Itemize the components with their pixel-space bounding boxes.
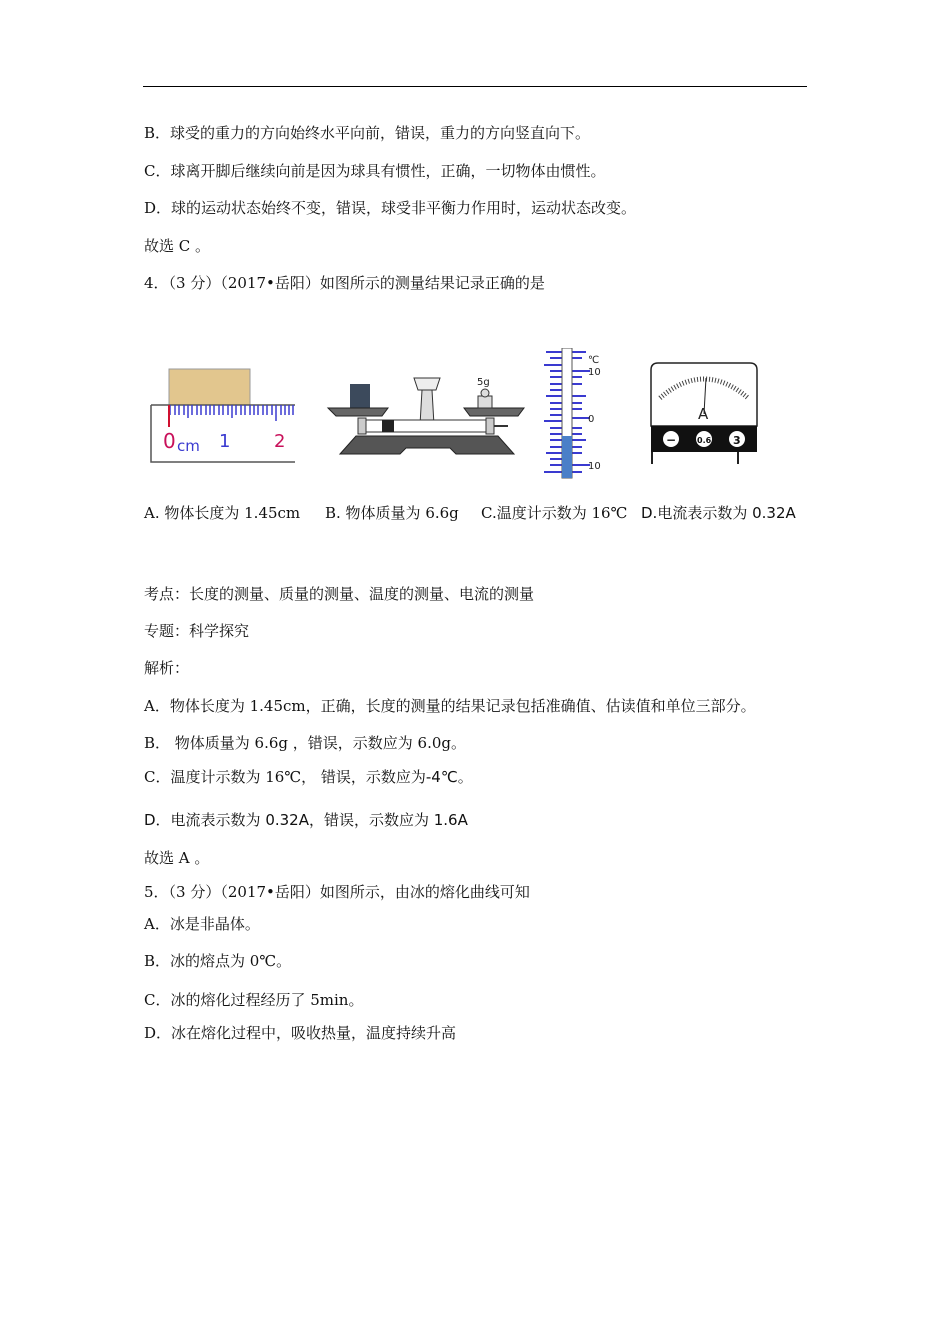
object-block <box>350 384 370 408</box>
q5-option-b: B．冰的熔点为 0℃。 <box>144 952 292 970</box>
terminal-minus: − <box>666 433 677 447</box>
ammeter-figure <box>646 360 762 466</box>
q4-option-d: D.电流表示数为 0.32A <box>641 504 796 522</box>
q4-answer: 故选 A 。 <box>144 849 210 867</box>
thermo-label-neg10: 10 <box>588 461 601 472</box>
q4-option-c: C.温度计示数为 16℃ <box>481 504 628 522</box>
jiexi-heading: 解析： <box>144 659 190 677</box>
ruler-ticks <box>170 405 293 421</box>
weight-label: 5g <box>477 377 490 388</box>
zhuanti: 专题：科学探究 <box>144 622 250 640</box>
terminal-3: 3 <box>733 434 741 447</box>
q5-option-a: A．冰是非晶体。 <box>144 915 260 933</box>
ruler-figure <box>148 365 298 465</box>
q4-option-a: A. 物体长度为 1.45cm <box>144 504 301 522</box>
q3-option-b: B．球受的重力的方向始终水平向前，错误，重力的方向竖直向下。 <box>144 124 591 142</box>
ruler-label-unit: cm <box>177 437 200 455</box>
rider <box>382 420 394 432</box>
thermometer-figure <box>540 348 610 480</box>
q3-option-c: C．球离开脚后继续向前是因为球具有惯性，正确，一切物体由惯性。 <box>144 162 606 180</box>
thermo-label-10: 10 <box>588 367 601 378</box>
weight-5g <box>478 396 492 408</box>
explain-b: B． 物体质量为 6.6g ，错误，示数应为 6.0g。 <box>144 734 467 752</box>
q4-stem: 4．（3 分）（2017•岳阳）如图所示的测量结果记录正确的是 <box>144 274 545 292</box>
q5-option-c: C．冰的熔化过程经历了 5min。 <box>144 991 364 1009</box>
q3-answer: 故选 C 。 <box>144 237 211 255</box>
explain-c-part1: C．温度计示数为 16℃， <box>144 768 317 786</box>
explain-d: D．电流表示数为 0.32A，错误，示数应为 1.6A <box>144 811 468 829</box>
explain-a: A．物体长度为 1.45cm，正确，长度的测量的结果记录包括准确值、估读值和单位三部分。 <box>144 697 756 715</box>
ruler-label-one: 1 <box>219 431 231 452</box>
terminal-0-6: 0.6 <box>697 436 712 445</box>
thermo-unit: ℃ <box>588 355 600 366</box>
ruler-label-zero: 0 <box>163 429 176 453</box>
wood-block <box>169 369 250 405</box>
balance-figure <box>326 370 526 460</box>
explain-c-part2: 错误，示数应为-4℃。 <box>316 768 473 786</box>
ammeter-unit: A <box>698 405 709 423</box>
q5-option-d: D．冰在熔化过程中，吸收热量，温度持续升高 <box>144 1024 457 1042</box>
ruler-label-two: 2 <box>274 431 286 452</box>
q5-stem: 5．（3 分）（2017•岳阳）如图所示，由冰的熔化曲线可知 <box>144 883 530 901</box>
kaodian: 考点：长度的测量、质量的测量、温度的测量、电流的测量 <box>144 585 535 603</box>
q3-option-d: D．球的运动状态始终不变，错误，球受非平衡力作用时，运动状态改变。 <box>144 199 637 217</box>
thermo-label-0: 0 <box>588 414 595 425</box>
header-rule <box>143 86 807 87</box>
explain-c <box>144 767 473 787</box>
q4-option-b: B. 物体质量为 6.6g <box>325 504 459 522</box>
liquid-column <box>562 436 572 478</box>
